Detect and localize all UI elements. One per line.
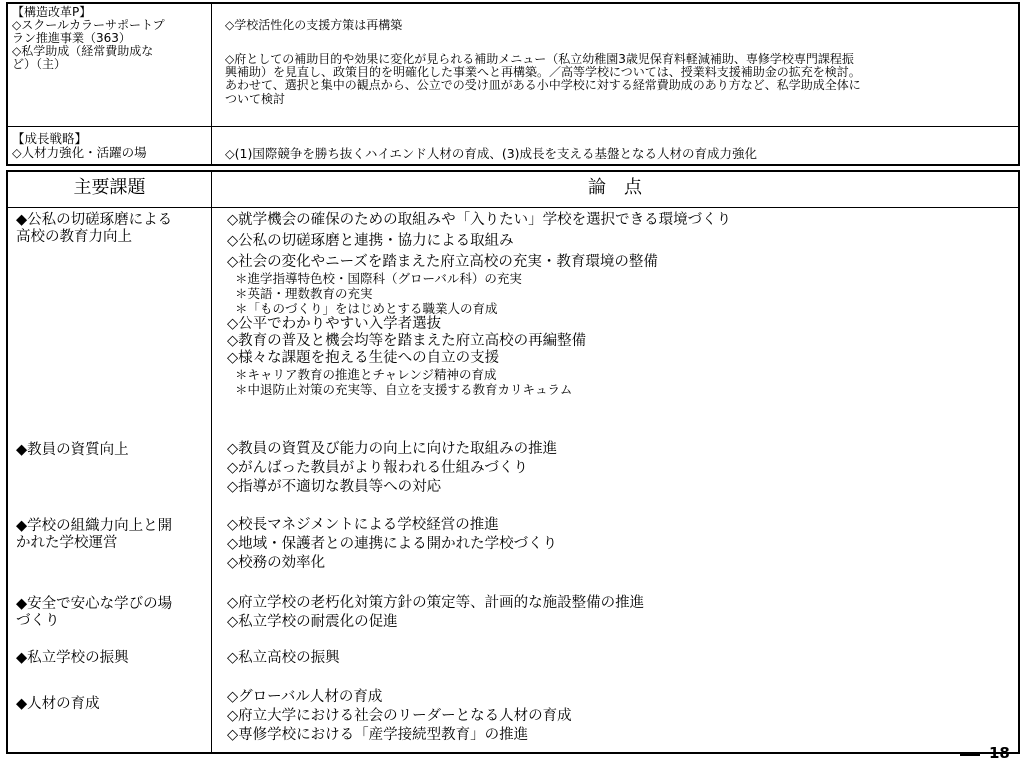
issue-row-4: ◆安全で安心な学びの場 づくり [16, 596, 173, 629]
top-row1-left: 【構造改革P】 ◇スクールカラーサポートプ ラン推進事業（363） ◇私学助成（経常費助成な ど）（主） [12, 5, 165, 71]
points-row-4: ◇府立学校の老朽化対策方針の策定等、計画的な施設整備の推進 ◇私立学校の耐震化の促進 [227, 595, 645, 630]
top-table-row-divider [7, 126, 1019, 127]
issue-row-1: ◆公私の切磋琢磨による 高校の教育力向上 [16, 212, 173, 245]
header-issues: 主要課題 [73, 177, 146, 198]
points-row-2: ◇教員の資質及び能力の向上に向けた取組みの推進 ◇がんばった教員がより報われる仕組みづくり ◇指導が不適切な教員等への対応 [227, 441, 558, 495]
top-row1-right-line1: ◇学校活性化の支援方策は再構築 [225, 18, 403, 32]
points-row-1: ◇就学機会の確保のための取組みや「入りたい」学校を選択できる環境づくり ◇公私の切磋琢磨と連携・協力による取組み ◇社会の変化やニーズを踏まえた府立高校の充実・教育環境の整備 ＊進学指導特色校・国際科（グローバル科）の充実 ＊英語・理数教育の充実 ＊「ものづくり」をはじめとする職業人の育成 ◇公平でわかりやすい入学者選抜 ◇教育の普及と機会均等を踏まえた府立高校の再編整備 ◇様々な課題を抱える生徒への自立の支援 ＊キャリア教育の推進とチャレンジ精神の育成 ＊中退防止対策の充実等、自立を支援する教育カリキュラム [227, 212, 732, 397]
top-row2-right: ◇(1)国際競争を勝ち抜くハイエンド人材の育成、(3)成長を支える基盤となる人材の育成力強化 [225, 146, 758, 161]
main-table-divider [211, 171, 212, 753]
issue-row-6: ◆人材の育成 [16, 696, 100, 712]
main-table-header-divider [7, 207, 1019, 208]
points-row-5: ◇私立高校の振興 [227, 650, 340, 666]
header-points: 論 点 [588, 177, 642, 198]
issue-row-5: ◆私立学校の振興 [16, 650, 129, 666]
points-row-6: ◇グローバル人材の育成 ◇府立大学における社会のリーダーとなる人材の育成 ◇専修学校における「産学接続型教育」の推進 [227, 689, 572, 743]
points-row-3: ◇校長マネジメントによる学校経営の推進 ◇地域・保護者との連携による開かれた学校づくり ◇校務の効率化 [227, 517, 558, 571]
top-table-divider [211, 3, 212, 165]
page-number: 18 [989, 744, 1010, 762]
issue-row-2: ◆教員の資質向上 [16, 442, 129, 458]
issue-row-3: ◆学校の組織力向上と開 かれた学校運営 [16, 518, 173, 551]
top-row2-left: 【成長戦略】 ◇人材力強化・活躍の場 [12, 131, 147, 160]
footer-rule [960, 754, 980, 756]
top-row1-right-paragraph: ◇府としての補助目的や効果に変化が見られる補助メニュー（私立幼稚園3歳児保育料軽減補助、専修学校専門課程振 興補助）を見直し、政策目的を明確化した事業へと再構築。／高等学校については、授業料支援補助金の拡充を検討。 あわせて、選択と集中の観点から、公立での受け皿がある小中学校に対する経常費助成のあり方など、私学助成全体に ついて検討 [225, 52, 861, 106]
